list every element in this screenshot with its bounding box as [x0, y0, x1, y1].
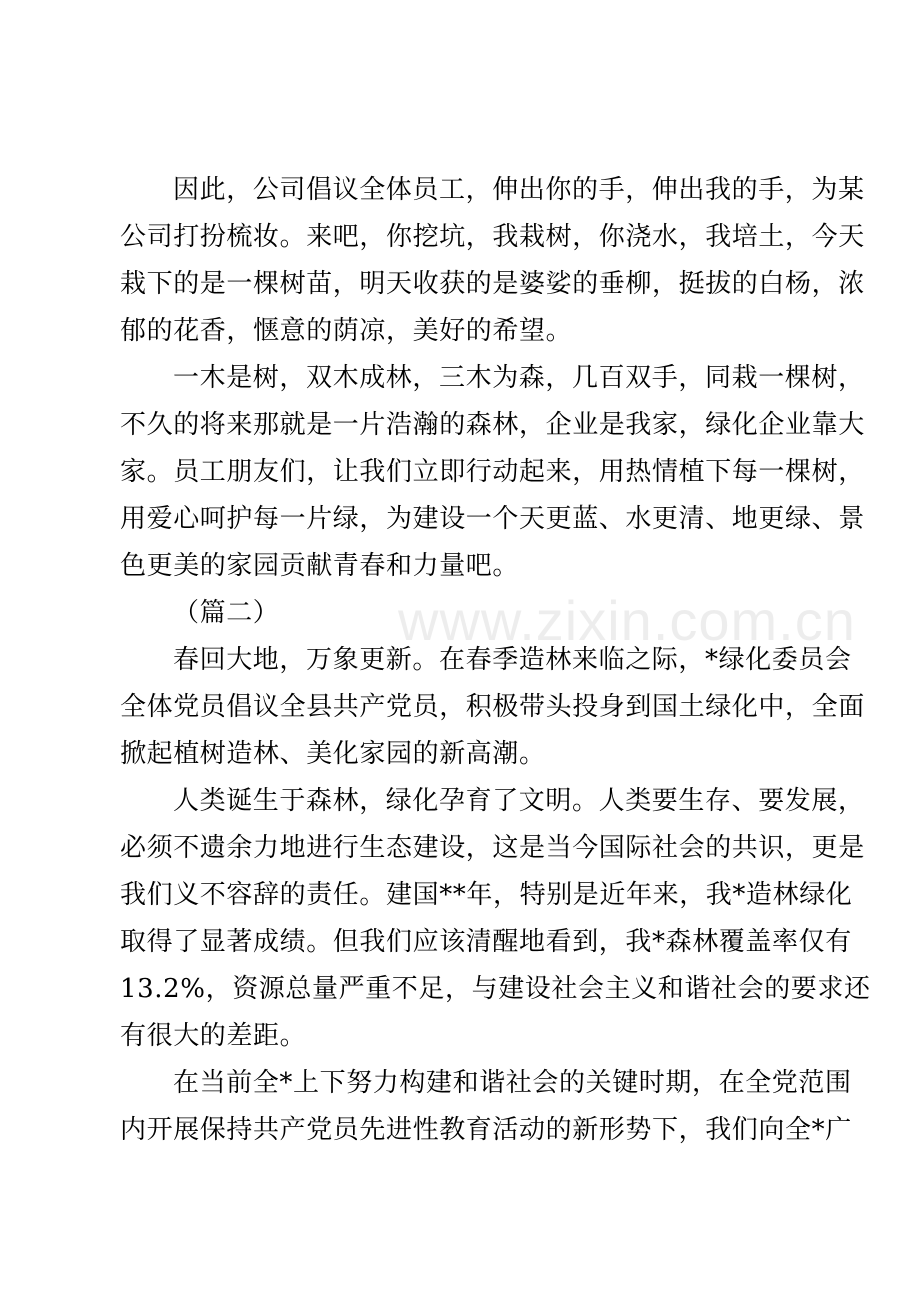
- paragraph-line: 栽下的是一棵树苗，明天收获的是婆娑的垂柳，挺拔的白杨，浓: [120, 269, 865, 299]
- paragraph-line: 一木是树，双木成林，三木为森，几百双手，同栽一棵树，: [173, 363, 865, 393]
- paragraph-line: 公司打扮梳妆。来吧，你挖坑，我栽树，你浇水，我培土，今天: [120, 222, 865, 252]
- paragraph-line: 取得了显著成绩。但我们应该清醒地看到，我*森林覆盖率仅有: [120, 927, 852, 957]
- paragraph-line: 在当前全*上下努力构建和谐社会的关键时期，在全党范围: [173, 1068, 852, 1098]
- section-heading: （篇二）: [173, 598, 280, 628]
- paragraph-line: 郁的花香，惬意的荫凉，美好的希望。: [120, 316, 573, 346]
- paragraph-line: 全体党员倡议全县共产党员，积极带头投身到国土绿化中，全面: [120, 692, 865, 722]
- paragraph-line: 我们义不容辞的责任。建国**年，特别是近年来，我*造林绿化: [120, 880, 853, 910]
- paragraph-line: 人类诞生于森林，绿化孕育了文明。人类要生存、要发展，: [173, 786, 865, 816]
- watermark: www.zixin.com.cn: [398, 589, 856, 652]
- paragraph-line: 用爱心呵护每一片绿，为建设一个天更蓝、水更清、地更绿、景: [120, 504, 865, 534]
- paragraph-line: 内开展保持共产党员先进性教育活动的新形势下，我们向全*广: [120, 1115, 852, 1145]
- paragraph-line: 色更美的家园贡献青春和力量吧。: [120, 551, 520, 581]
- paragraph-line: 不久的将来那就是一片浩瀚的森林，企业是我家，绿化企业靠大: [120, 410, 865, 440]
- paragraph-line: 必须不遗余力地进行生态建设，这是当今国际社会的共识，更是: [120, 833, 865, 863]
- paragraph-line: 因此，公司倡议全体员工，伸出你的手，伸出我的手，为某: [173, 175, 865, 205]
- paragraph-line: 春回大地，万象更新。在春季造林来临之际，*绿化委员会: [173, 645, 852, 675]
- paragraph-line: 家。员工朋友们，让我们立即行动起来，用热情植下每一棵树，: [120, 457, 865, 487]
- paragraph-line: 13.2%，资源总量严重不足，与建设社会主义和谐社会的要求还: [120, 974, 871, 1004]
- paragraph-line: 掀起植树造林、美化家园的新高潮。: [120, 739, 546, 769]
- paragraph-line: 有很大的差距。: [120, 1021, 307, 1051]
